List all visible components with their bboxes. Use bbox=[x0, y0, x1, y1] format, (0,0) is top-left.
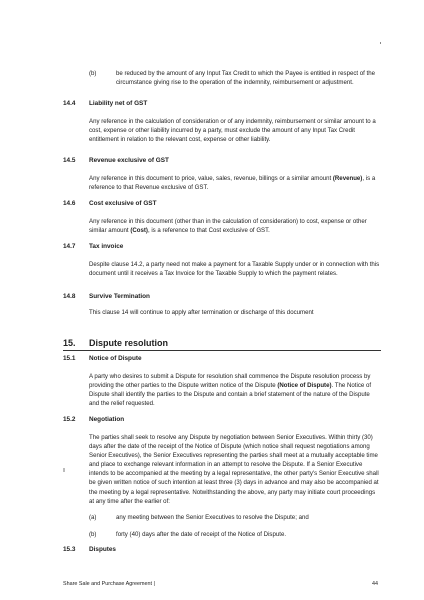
section-body-14-5 bbox=[89, 174, 381, 192]
section-number-15-2: 15.2 bbox=[63, 416, 76, 423]
section-body-14-4: Any reference in the calculation of consideration or of any indemnity, reimbursement or similar amount to a cost, expense or other liability incurred by a party, must exclude the amount of any Input Tax Credit entitlement in relation to the relevant cost, expense or other liability. bbox=[89, 118, 376, 144]
section-body-15-1-a: A party who desires to submit a Dispute for resolution shall commence the Dispute resolution process by providing the other parties to the Dispute written notice of the Dispute bbox=[89, 373, 371, 390]
section-title-15: Dispute resolution bbox=[89, 338, 169, 348]
section-number-14-5: 14.5 bbox=[63, 157, 76, 164]
section-divider bbox=[63, 350, 381, 351]
clause-b-text: be reduced by the amount of any Input Tax Credit to which the Payee is entitled in respect of the circumstance giving rise to the operation of the indemnity, reimbursement or adjustment. bbox=[116, 70, 376, 87]
section-title-14-5: Revenue exclusive of GST bbox=[89, 157, 169, 164]
section-body-14-6 bbox=[89, 217, 381, 235]
margin-mark bbox=[63, 468, 65, 472]
section-title-14-8: Survive Termination bbox=[89, 293, 150, 300]
section-body-14-6-b: , is a reference to that Cost exclusive of GST. bbox=[147, 227, 270, 235]
section-body-14-7: Despite clause 14.2, a party need not make a payment for a Taxable Supply under or in connection with this document until it receives a Tax Invoice for the Taxable Supply to which the payment relates. bbox=[89, 261, 380, 278]
footer-page-number: 44 bbox=[372, 581, 378, 587]
section-body-15-1-b: . The Notice of Dispute shall identify the parties to the Dispute and contain a brief statement of the nature of the Dispute and the relief requested. bbox=[89, 382, 372, 408]
item-a-label: (a) bbox=[89, 514, 97, 521]
item-a-text: any meeting between the Senior Executives to resolve the Dispute; and bbox=[116, 514, 309, 521]
defined-term-cost: (Cost) bbox=[130, 227, 148, 235]
section-number-15: 15. bbox=[63, 338, 76, 348]
section-title-14-7: Tax invoice bbox=[89, 243, 124, 250]
section-body-15-2: The parties shall seek to resolve any Dispute by negotiation between Senior Executives. Within thirty (30) days after the date of the receipt of the Notice of Dispute (which notice shall request negotiations among Senior Executives), the Senior Executives representing the parties shall meet at a mutually acceptable time and place to exchange relevant information in an attempt to resolve the Dispute. If a Senior Executive intends to be accompanied at the meeting by a legal representative, the other party's Senior Executive shall be given written notice of such intention at least three (3) days in advance and may also be accompanied at the meeting by a legal representative. Notwithstanding the above, any party may initiate court proceedings at any time after the earlier of: bbox=[89, 434, 379, 505]
section-number-15-3: 15.3 bbox=[63, 546, 76, 553]
section-title-14-6: Cost exclusive of GST bbox=[89, 200, 157, 207]
section-title-15-2: Negotiation bbox=[89, 416, 125, 423]
section-title-14-4: Liability net of GST bbox=[89, 100, 148, 107]
section-body-14-8: This clause 14 will continue to apply after termination or discharge of this document bbox=[89, 309, 314, 316]
defined-term-notice-of-dispute: (Notice of Dispute) bbox=[277, 382, 332, 390]
section-number-15-1: 15.1 bbox=[63, 355, 76, 362]
section-number-14-6: 14.6 bbox=[63, 200, 76, 207]
clause-b-label: (b) bbox=[89, 70, 97, 77]
section-number-14-7: 14.7 bbox=[63, 243, 76, 250]
item-b-label: (b) bbox=[89, 531, 97, 538]
section-body-14-5-a: Any reference in this document to price, value, sales, revenue, billings or a similar amount bbox=[89, 175, 333, 182]
section-body-15-1 bbox=[89, 372, 381, 408]
section-title-15-1: Notice of Dispute bbox=[89, 355, 142, 362]
page-mark bbox=[380, 42, 381, 44]
section-body-14-6-a: Any reference in this document (other than in the calculation of consideration) to cost, expense or other similar amount bbox=[89, 218, 367, 235]
section-number-14-8: 14.8 bbox=[63, 293, 76, 300]
defined-term-revenue: (Revenue) bbox=[332, 175, 363, 182]
item-b-text: forty (40) days after the date of receipt of the Notice of Dispute. bbox=[116, 531, 287, 538]
section-body-14-5-b: , is a reference to that Revenue exclusive of GST. bbox=[89, 175, 376, 192]
section-title-15-3: Disputes bbox=[89, 546, 116, 553]
footer-document-title: Share Sale and Purchase Agreement | bbox=[63, 581, 155, 587]
section-number-14-4: 14.4 bbox=[63, 100, 76, 107]
